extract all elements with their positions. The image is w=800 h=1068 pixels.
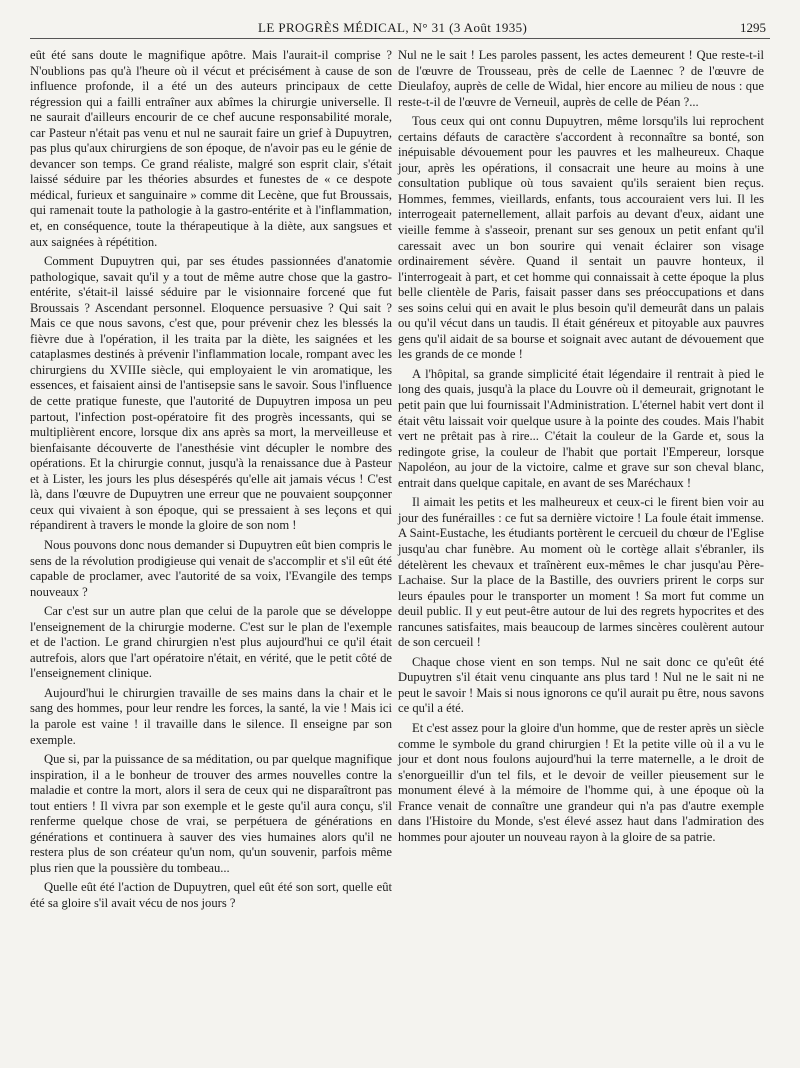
paragraph: Quelle eût été l'action de Dupuytren, quel eût été son sort, quelle eût été sa gloire s'il avait vécu de nos jours ? [30,880,392,910]
right-column [398,48,764,849]
paragraph: Aujourd'hui le chirurgien travaille de ses mains dans la chair et le sang des hommes, pour leur rendre les forces, la santé, la vie ! Mais ici la parole est vaine ! il travaille dans le silence. Il enseigne par son exemple. [30,685,392,747]
running-title: LE PROGRÈS MÉDICAL, N° 31 (3 Août 1935) [258,20,528,35]
paragraph: eût été sans doute le magnifique apôtre. Mais l'aurait-il comprise ? N'oublions pas qu'à l'heure où il vécut et précisément à cause de son influence profonde, il a été un des auteurs principaux de cette régression qui a failli entraîner aux abîmes la chirurgie universelle. Il ne saurait d'ailleurs encourir de ce chef aucune responsabilité morale, car Pasteur n'était pas venu et nul ne saurait faire un grief à Dupuytren, pas plus qu'aux chirurgiens de son époque, de n'avoir pas eu le génie de devancer son temps. Ce grand réaliste, malgré son esprit clair, s'était laissé séduire par les théories absurdes et funestes de « ce despote médical, furieux et sanguinaire » comme dit Lecène, que fut Broussais, qui ramenait toute la pathologie à la gastro-entérite et à l'inflammation, et, en conséquence, toute la thérapeutique à la diète, aux sangsues et aux saignées à répétition. [30,48,392,249]
paragraph: Nul ne le sait ! Les paroles passent, les actes demeurent ! Que reste-t-il de l'œuvre de Trousseau, près de celle de Laennec ? de l'œuvre de Dieulafoy, auprès de celle de Widal, hier encore au milieu de nous : que reste-t-il de l'œuvre de Verneuil, auprès de celle de Péan ?... [398,48,764,109]
paragraph: A l'hôpital, sa grande simplicité était légendaire il rentrait à pied le long des quais, jusqu'à la place du Louvre où il demeurait, grignotant le petit pain que lui fournissait l'Administration. L'éternel habit vert dont il était vêtu laissait voir quelque usure à la pointe des coudes. Mais l'habit vert ne prêtait pas à rire... C'était la couleur de la Garde et, sous la redingote grise, la couleur de l'habit que portait l'Empereur, lorsque Napoléon, au jour de la victoire, calme et grave sur son cheval blanc, entrait dans quelque capitale, en avant de ses Maréchaux ! [398,366,764,490]
paragraph: Que si, par la puissance de sa méditation, ou par quelque magnifique inspiration, il a le bonheur de trouver des armes nouvelles contre la maladie et contre la mort, alors il sera de ceux qui ne disparaîtront pas tout entiers ! Il vivra par son exemple et le geste qu'il aura conçu, s'il renferme quelque chose de vrai, se perpétuera de générations en générations et continuera à sauver des vies humaines alors qu'il ne restera plus de son créateur qu'un nom, qu'un souvenir, parfois même plus rien que la poussière du tombeau... [30,752,392,875]
paragraph: Chaque chose vient en son temps. Nul ne sait donc ce qu'eût été Dupuytren s'il était venu cinquante ans plus tard ! Nul ne le sait ni ne peut le savoir ! Mais si nous ignorons ce qu'il aurait pu être, nous savons ce qu'il a été. [398,654,764,716]
paragraph: Car c'est sur un autre plan que celui de la parole que se développe l'enseignement de la chirurgie moderne. C'est sur le plan de l'exemple et de l'action. Le grand chirurgien n'est plus aujourd'hui ce qu'il était autrefois, alors que l'art opératoire n'était, en vérité, que le petit côté de l'enseignement clinique. [30,604,392,681]
paragraph: Nous pouvons donc nous demander si Dupuytren eût bien compris le sens de la révolution prodigieuse qui venait de s'accomplir et s'il eût été capable de proclamer, avec l'autorité de sa voix, l'Evangile des temps nouveaux ? [30,537,392,599]
left-column [30,48,392,916]
paragraph: Il aimait les petits et les malheureux et ceux-ci le firent bien voir au jour des funérailles : ce fut sa dernière victoire ! La foule était immense. A Saint-Eustache, les étudiants portèrent le cercueil du chœur de l'Eglise jusqu'au char funèbre. Au moment où le cortège allait s'ébranler, ils dételèrent les chevaux et traînèrent eux-mêmes le char jusqu'au Père-Lachaise. Sur la place de la Bastille, des ouvriers prirent le corps sur leurs épaules pour le transporter un moment ! Sa mort fut comme un deuil public. Il y eut peut-être autour de lui des regrets hypocrites et des rancunes satisfaites, mais beaucoup de larmes sincères coulèrent autour de son cercueil ! [398,495,764,650]
page-number: 1295 [740,20,766,35]
page-header [30,20,770,39]
paragraph: Comment Dupuytren qui, par ses études passionnées d'anatomie pathologique, savait qu'il y a tout de même autre chose que la gastro-entérite, s'était-il laissé séduire par le visionnaire forcené que fut Broussais ? Ascendant personnel. Eloquence persuasive ? Qui sait ? Mais ce que nous savons, c'est que, pour prévenir chez les blessés la fièvre due à l'opération, il les traita par la diète, les saignées et les cataplasmes destinés à prévenir l'inflammation locale, rompant avec les chirurgiens du XVIIIe siècle, qui employaient le vin aromatique, les essences, et faisaient ainsi de l'antisepsie sans le savoir. Sous l'influence de cette pratique funeste, que l'autorité de Dupuytren imposa un peu partout, l'infection post-opératoire fit des progrès incessants, qui se multiplièrent encore, lorsque dix ans après sa mort, la merveilleuse et bienfaisante découverte de l'anesthésie vint décupler le nombre des opérations. Et la chirurgie connut, jusqu'à la renaissance due à Pasteur et à Lister, les jours les plus désespérés qu'elle ait jamais vécus ! C'est là, dans l'œuvre de Dupuytren une erreur que ne pouvaient soupçonner ceux qui vivaient à son époque, qui se pressaient à ses leçons et qui répandirent à travers le monde la gloire de son nom ! [30,254,392,533]
paragraph: Tous ceux qui ont connu Dupuytren, même lorsqu'ils lui reprochent certains défauts de caractère s'accordent à reconnaître sa bonté, son inépuisable dévouement pour les pauvres et les malheureux. Chaque jour, après les opérations, il consacrait une heure au moins à une consultation publique où tous savaient qu'ils seraient bien reçus. Hommes, femmes, vieillards, enfants, tous accouraient vers lui. Il les interrogeait paternellement, allait parfois au devant d'eux, aidant une vieille femme à s'asseoir, prenant sur ses genoux un petit enfant qu'il caressait avec un bon sourire qui venait éclairer son visage ordinairement sévère. Quand il sentait un pauvre honteux, il l'interrogeait à part, et cet homme qui connaissait à cette époque la plus belle clientèle de Paris, faisait passer dans ses préoccupations et dans ses soins celui qui en avait le plus besoin qu'il demeurât dans un palais ou qu'il vécut dans un taudis. Il était généreux et pitoyable aux pauvres gens qu'il aidait de sa bourse et soignait avec autant de dévouement que les grands de ce monde ! [398,114,764,362]
paragraph: Et c'est assez pour la gloire d'un homme, que de rester après un siècle comme le symbole du grand chirurgien ! Et la petite ville où il a vu le jour et dont nous foulons aujourd'hui la terre maternelle, a le droit de s'enorgueillir d'un tel fils, et le devoir de veiller pieusement sur le monument élevé à la mémoire de l'homme qui, à une époque où la France venait de connaître une grandeur qui n'a pas d'autre exemple dans l'Histoire du Monde, s'est élevé assez haut dans l'admiration des hommes pour ajouter un nouveau rayon à la gloire de sa patrie. [398,720,764,844]
